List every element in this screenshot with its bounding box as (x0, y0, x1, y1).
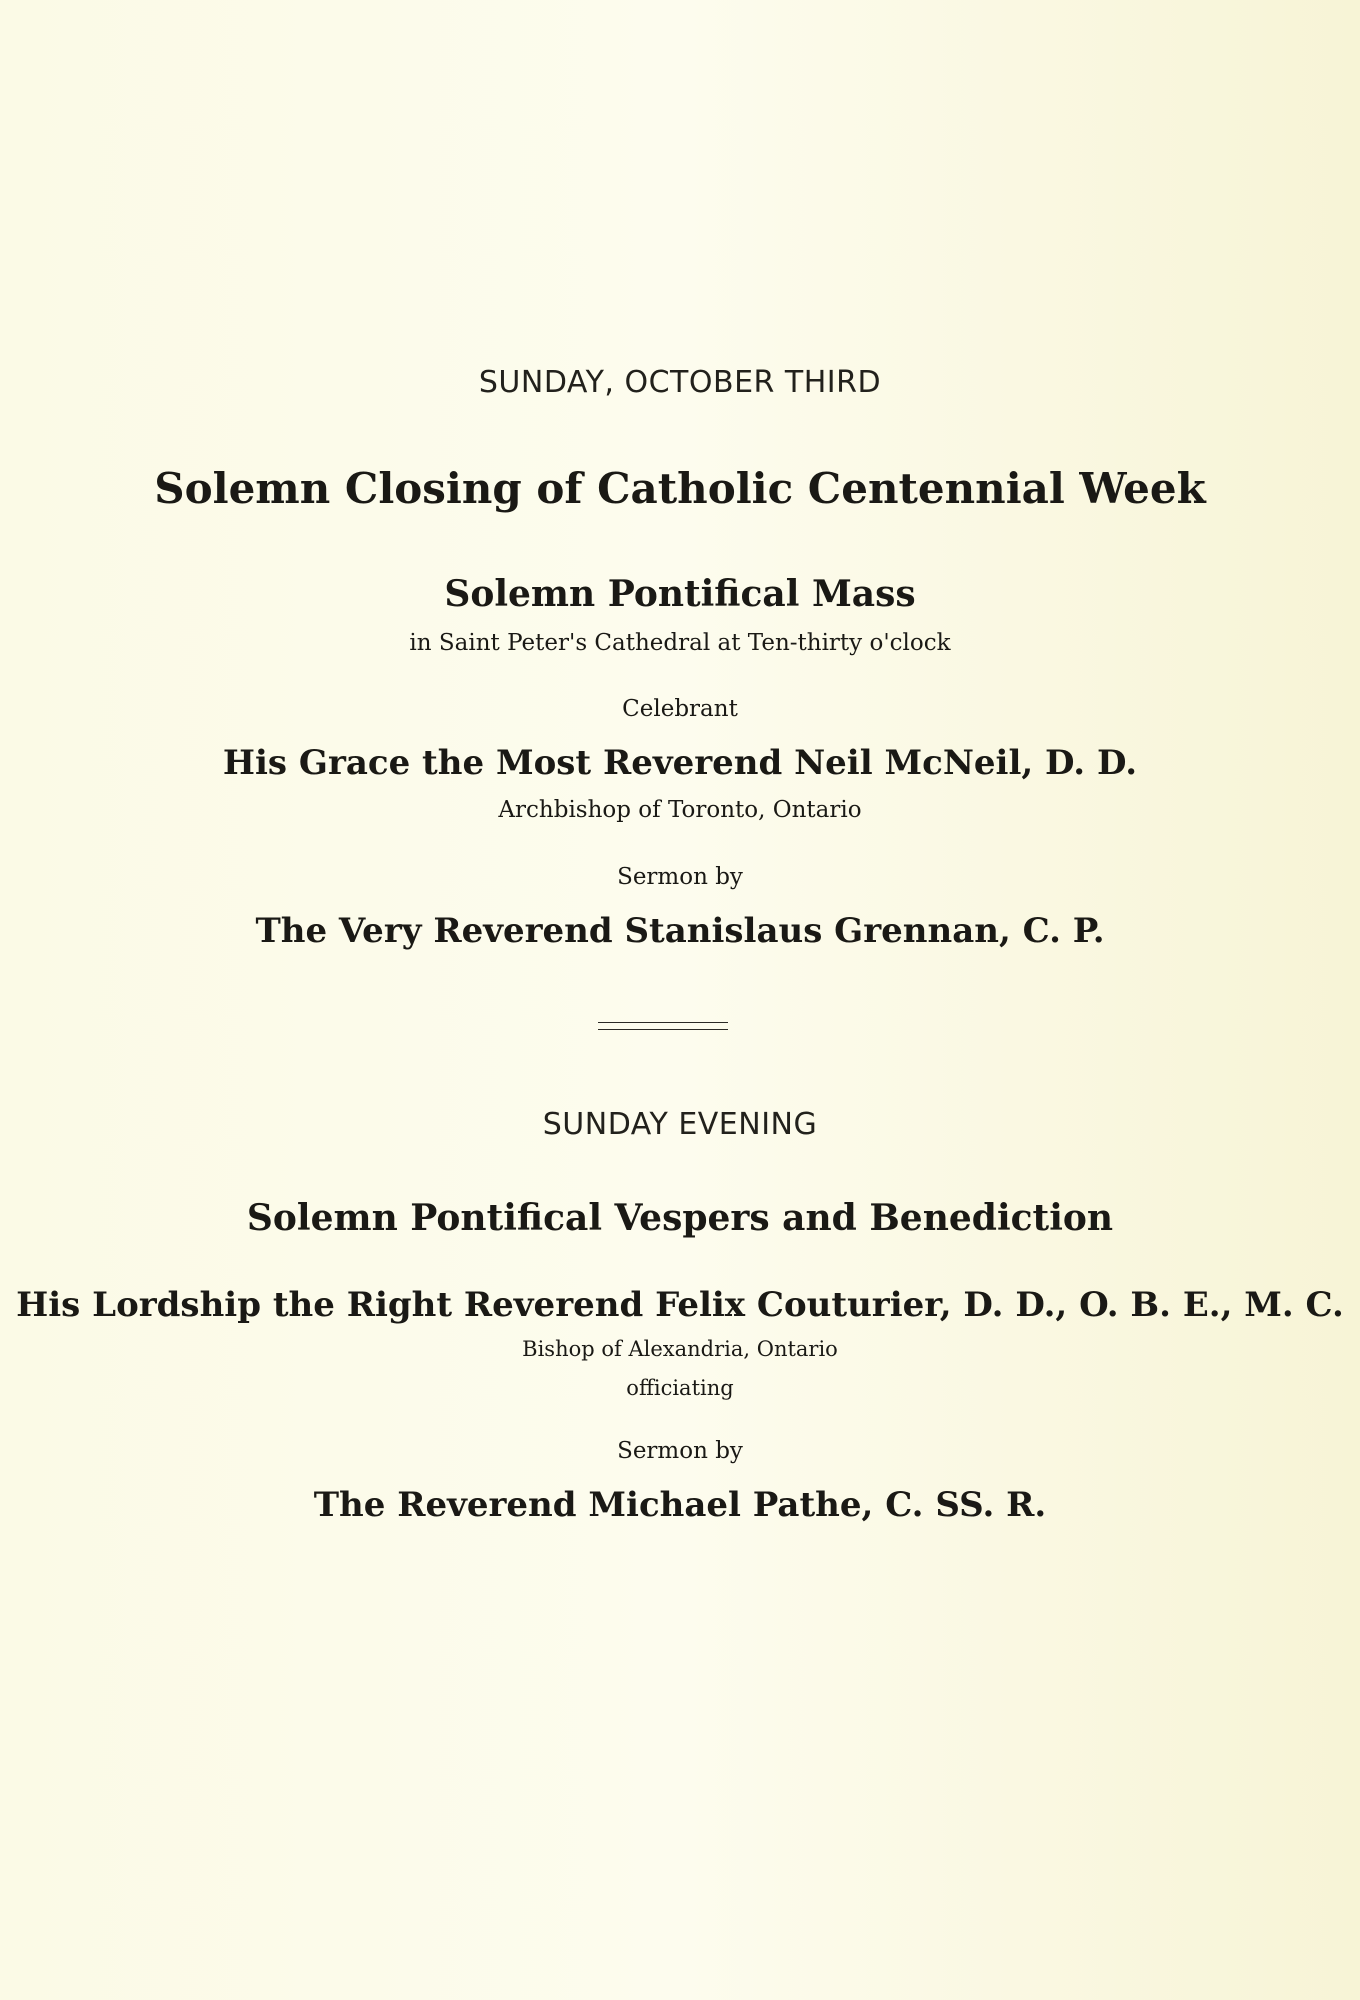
closing-title: Solemn Closing of Catholic Centennial Week (154, 464, 1206, 513)
officiating-label: officiating (626, 1376, 734, 1400)
evening-sermon-label: Sermon by (617, 1438, 743, 1464)
vespers-title: Solemn Pontifical Vespers and Benediction (246, 1197, 1114, 1239)
celebrant-title: Archbishop of Toronto, Ontario (498, 797, 862, 823)
officiant-title: Bishop of Alexandria, Ontario (522, 1337, 838, 1361)
morning-sermon-label: Sermon by (617, 864, 743, 890)
celebrant-name: His Grace the Most Reverend Neil McNeil, D. D. (222, 743, 1138, 783)
section-divider (598, 1022, 728, 1030)
mass-location: in Saint Peter's Cathedral at Ten-thirty o'clock (409, 630, 951, 656)
morning-sermon-name: The Very Reverend Stanislaus Grennan, C. P. (255, 911, 1105, 951)
morning-heading: SUNDAY, OCTOBER THIRD (478, 365, 882, 400)
celebrant-label: Celebrant (622, 696, 738, 722)
officiant-name: His Lordship the Right Reverend Felix Couturier, D. D., O. B. E., M. C. (16, 1285, 1344, 1325)
evening-heading: SUNDAY EVENING (542, 1107, 818, 1142)
mass-title: Solemn Pontifical Mass (444, 573, 916, 615)
evening-sermon-name: The Reverend Michael Pathe, C. SS. R. (313, 1485, 1047, 1525)
